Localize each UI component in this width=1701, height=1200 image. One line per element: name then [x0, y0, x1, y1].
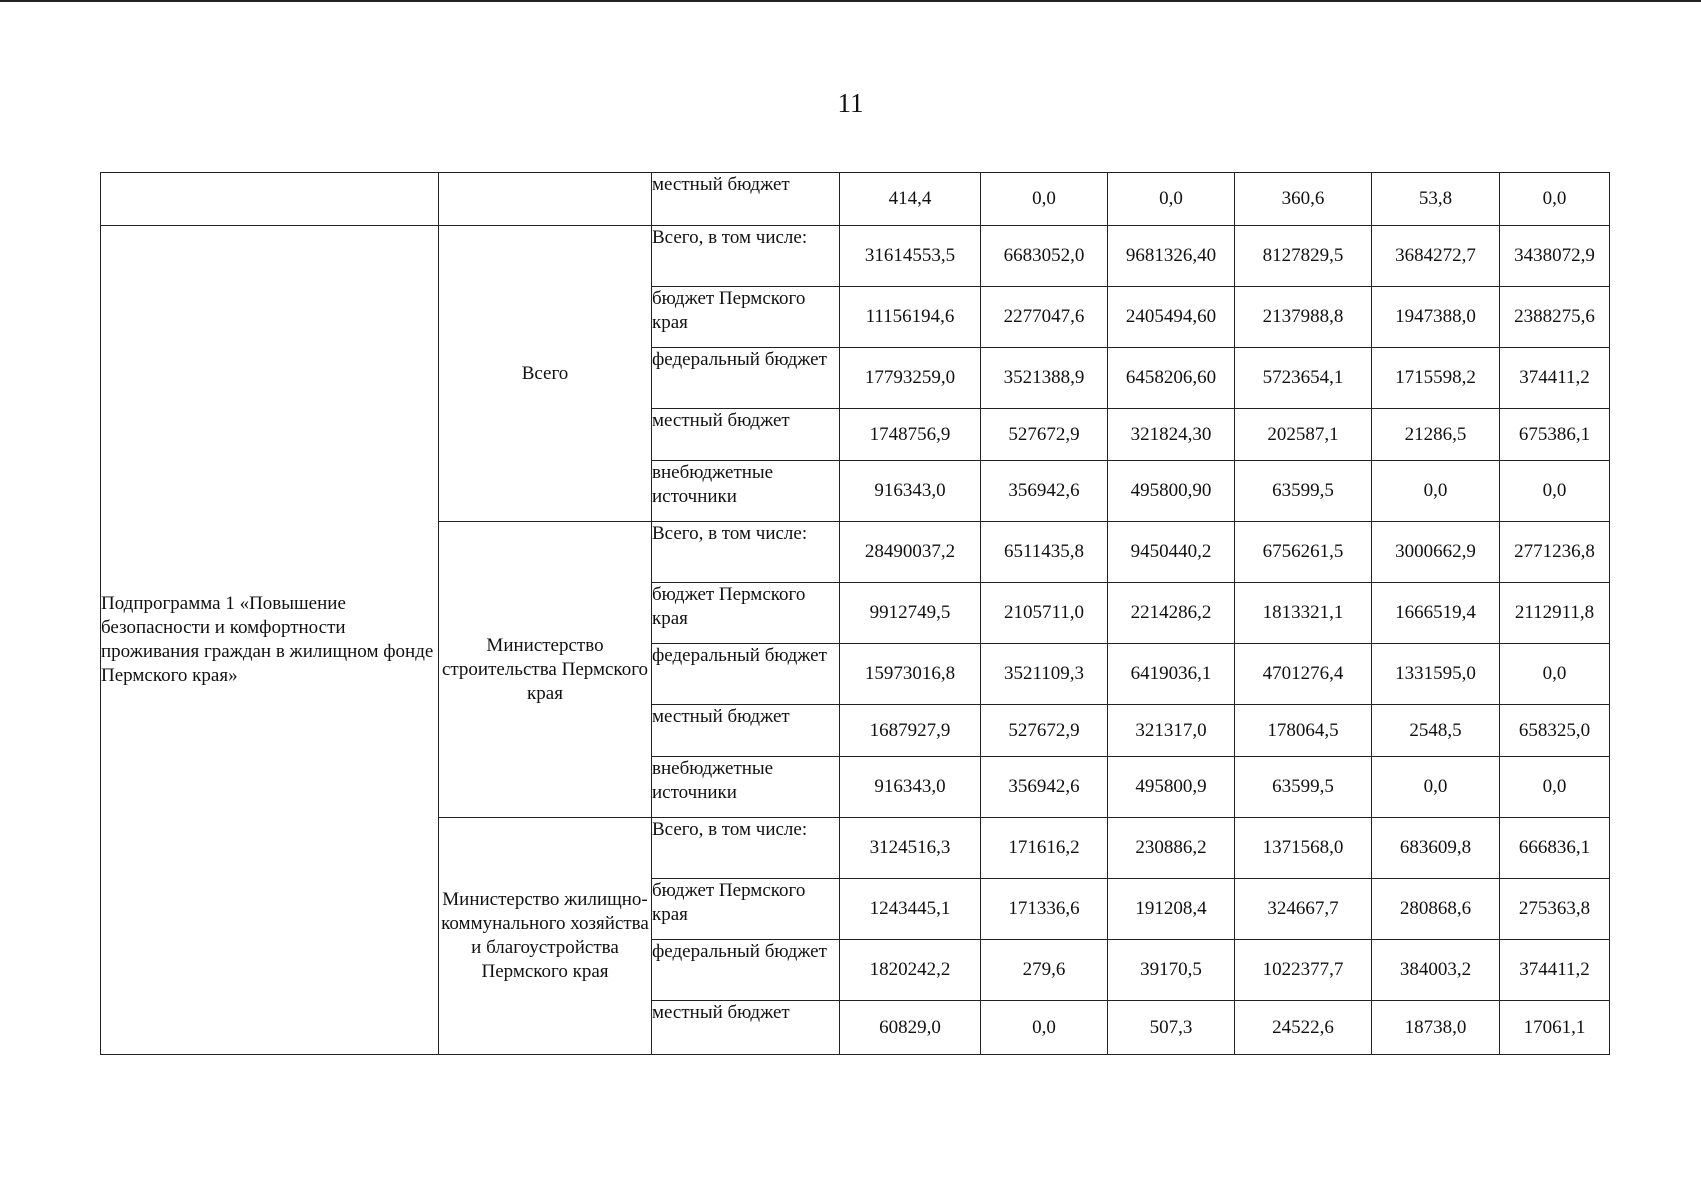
value-cell: 384003,2 [1372, 940, 1500, 1001]
executor-cell: Министерство жилищно-коммунального хозяйства и благоустройства Пермского края [439, 818, 652, 1055]
value-cell: 2214286,2 [1108, 583, 1235, 644]
value-cell: 1371568,0 [1235, 818, 1372, 879]
value-cell: 0,0 [1108, 173, 1235, 226]
source-cell: федеральный бюджет [652, 940, 840, 1001]
value-cell: 1331595,0 [1372, 644, 1500, 705]
table-row [101, 173, 1610, 226]
value-cell: 24522,6 [1235, 1001, 1372, 1055]
value-cell: 2405494,60 [1108, 287, 1235, 348]
source-cell: внебюджетные источники [652, 757, 840, 818]
value-cell: 0,0 [1372, 461, 1500, 522]
empty-cell [101, 173, 439, 226]
program-name-cell: Подпрограмма 1 «Повышение безопасности и комфортности проживания граждан в жилищном фонде Пермского края» [101, 226, 439, 1055]
value-cell: 2137988,8 [1235, 287, 1372, 348]
value-cell: 5723654,1 [1235, 348, 1372, 409]
value-cell: 321317,0 [1108, 705, 1235, 757]
value-cell: 1715598,2 [1372, 348, 1500, 409]
value-cell: 3521388,9 [981, 348, 1108, 409]
value-cell: 6511435,8 [981, 522, 1108, 583]
value-cell: 414,4 [840, 173, 981, 226]
source-cell: бюджет Пермского края [652, 879, 840, 940]
value-cell: 0,0 [981, 173, 1108, 226]
value-cell: 63599,5 [1235, 757, 1372, 818]
value-cell: 2388275,6 [1500, 287, 1610, 348]
value-cell: 171336,6 [981, 879, 1108, 940]
value-cell: 3521109,3 [981, 644, 1108, 705]
value-cell: 3684272,7 [1372, 226, 1500, 287]
source-cell: местный бюджет [652, 173, 840, 226]
value-cell: 324667,7 [1235, 879, 1372, 940]
source-cell: бюджет Пермского края [652, 287, 840, 348]
page-number: 11 [837, 88, 864, 118]
source-cell: Всего, в том числе: [652, 818, 840, 879]
source-cell: федеральный бюджет [652, 348, 840, 409]
value-cell: 0,0 [1500, 173, 1610, 226]
value-cell: 279,6 [981, 940, 1108, 1001]
value-cell: 2105711,0 [981, 583, 1108, 644]
value-cell: 495800,9 [1108, 757, 1235, 818]
value-cell: 527672,9 [981, 409, 1108, 461]
value-cell: 1022377,7 [1235, 940, 1372, 1001]
value-cell: 60829,0 [840, 1001, 981, 1055]
value-cell: 916343,0 [840, 757, 981, 818]
value-cell: 39170,5 [1108, 940, 1235, 1001]
value-cell: 3000662,9 [1372, 522, 1500, 583]
value-cell: 275363,8 [1500, 879, 1610, 940]
value-cell: 495800,90 [1108, 461, 1235, 522]
source-cell: внебюджетные источники [652, 461, 840, 522]
executor-cell: Всего [439, 226, 652, 522]
value-cell: 374411,2 [1500, 940, 1610, 1001]
value-cell: 356942,6 [981, 461, 1108, 522]
value-cell: 507,3 [1108, 1001, 1235, 1055]
value-cell: 171616,2 [981, 818, 1108, 879]
value-cell: 63599,5 [1235, 461, 1372, 522]
value-cell: 178064,5 [1235, 705, 1372, 757]
value-cell: 53,8 [1372, 173, 1500, 226]
value-cell: 0,0 [1500, 757, 1610, 818]
value-cell: 230886,2 [1108, 818, 1235, 879]
value-cell: 1687927,9 [840, 705, 981, 757]
value-cell: 17061,1 [1500, 1001, 1610, 1055]
value-cell: 916343,0 [840, 461, 981, 522]
value-cell: 9681326,40 [1108, 226, 1235, 287]
value-cell: 6756261,5 [1235, 522, 1372, 583]
value-cell: 9912749,5 [840, 583, 981, 644]
value-cell: 17793259,0 [840, 348, 981, 409]
value-cell: 0,0 [1500, 461, 1610, 522]
source-cell: Всего, в том числе: [652, 226, 840, 287]
value-cell: 1820242,2 [840, 940, 981, 1001]
value-cell: 6419036,1 [1108, 644, 1235, 705]
value-cell: 1243445,1 [840, 879, 981, 940]
value-cell: 1947388,0 [1372, 287, 1500, 348]
value-cell: 0,0 [1372, 757, 1500, 818]
value-cell: 28490037,2 [840, 522, 981, 583]
empty-cell [439, 173, 652, 226]
value-cell: 4701276,4 [1235, 644, 1372, 705]
value-cell: 1748756,9 [840, 409, 981, 461]
value-cell: 3124516,3 [840, 818, 981, 879]
source-cell: местный бюджет [652, 705, 840, 757]
financing-table [100, 172, 1610, 1055]
value-cell: 658325,0 [1500, 705, 1610, 757]
value-cell: 0,0 [981, 1001, 1108, 1055]
value-cell: 6458206,60 [1108, 348, 1235, 409]
value-cell: 0,0 [1500, 644, 1610, 705]
value-cell: 683609,8 [1372, 818, 1500, 879]
value-cell: 31614553,5 [840, 226, 981, 287]
value-cell: 374411,2 [1500, 348, 1610, 409]
value-cell: 191208,4 [1108, 879, 1235, 940]
source-cell: Всего, в том числе: [652, 522, 840, 583]
value-cell: 360,6 [1235, 173, 1372, 226]
value-cell: 280868,6 [1372, 879, 1500, 940]
value-cell: 21286,5 [1372, 409, 1500, 461]
value-cell: 321824,30 [1108, 409, 1235, 461]
value-cell: 2771236,8 [1500, 522, 1610, 583]
value-cell: 9450440,2 [1108, 522, 1235, 583]
source-cell: федеральный бюджет [652, 644, 840, 705]
executor-cell: Министерство строительства Пермского края [439, 522, 652, 818]
value-cell: 2548,5 [1372, 705, 1500, 757]
value-cell: 356942,6 [981, 757, 1108, 818]
value-cell: 18738,0 [1372, 1001, 1500, 1055]
value-cell: 6683052,0 [981, 226, 1108, 287]
value-cell: 15973016,8 [840, 644, 981, 705]
page-top-edge [0, 0, 1701, 2]
value-cell: 1813321,1 [1235, 583, 1372, 644]
value-cell: 8127829,5 [1235, 226, 1372, 287]
value-cell: 675386,1 [1500, 409, 1610, 461]
value-cell: 202587,1 [1235, 409, 1372, 461]
value-cell: 527672,9 [981, 705, 1108, 757]
source-cell: бюджет Пермского края [652, 583, 840, 644]
source-cell: местный бюджет [652, 1001, 840, 1055]
value-cell: 2277047,6 [981, 287, 1108, 348]
source-cell: местный бюджет [652, 409, 840, 461]
value-cell: 3438072,9 [1500, 226, 1610, 287]
value-cell: 2112911,8 [1500, 583, 1610, 644]
table-row [101, 226, 1610, 287]
value-cell: 666836,1 [1500, 818, 1610, 879]
value-cell: 1666519,4 [1372, 583, 1500, 644]
value-cell: 11156194,6 [840, 287, 981, 348]
